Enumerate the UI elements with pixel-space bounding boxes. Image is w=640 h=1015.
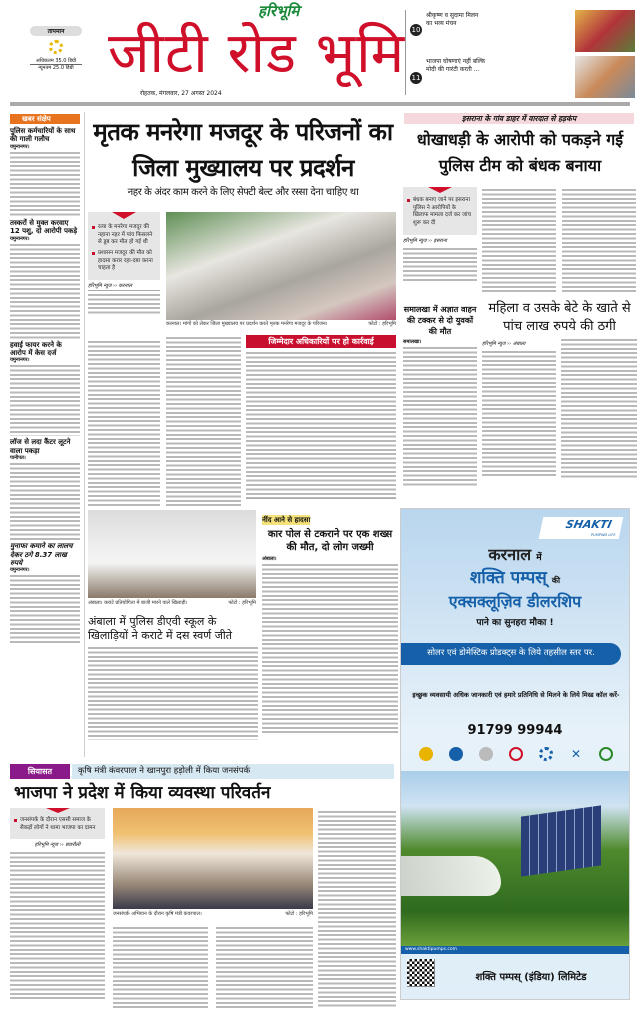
fraud-headline: महिला व उसके बेटे के खाते से पांच लाख रुपये की ठगी [488,301,631,334]
accident-dateline: अंबाला। [262,556,398,563]
photo-credit: फोटो : हरिभूमि [285,911,313,917]
fraud-story [482,300,637,478]
ad-contact: इच्छुक व्यवसायी अधिक जानकारी एवं हमारे प्रतिनिधि से मिलने के लिये मिस्ड कॉल करें- [412,691,620,699]
brief-body [10,243,80,339]
teaser-photo [575,56,635,98]
qr-code-icon [407,959,435,987]
politics-highlight [10,808,105,839]
power-icon [599,747,613,761]
ad-band: सोलर एवं डोमेस्टिक प्रोडक्ट्स के लिये तहसील स्तर पर. [401,643,621,665]
hostage-body [562,188,636,294]
brief-dateline: पानीपत। [10,455,80,462]
page-number: 10 [411,26,421,34]
karate-body [88,646,258,740]
karate-caption: अंबाला। कराटे प्रतियोगिता में बाजी मारने वाले खिलाड़ी। [88,600,188,606]
lead-headline: मृतक मनरेगा मजदूर के परिजनों का जिला मुख्यालय पर प्रदर्शन [93,118,393,182]
temp-max: अधिकतम 35.0 डिग्री [30,58,82,65]
hostage-headline: धोखाधड़ी के आरोपी को पकड़ने गई पुलिस टीम को बंधक बनाया [416,130,624,175]
politics-byline: हरिभूमि न्यूज ›› छछरौली [34,842,81,849]
hostage-body [482,188,556,294]
samalkha-body [403,346,477,486]
brief-dateline: यमुनानगर। [10,357,80,364]
water-flow [401,856,501,896]
highlight-bullet: बंधक बनाए जाने पर इसराना पुलिस ने आरोपियों के खिलाफ मामला दर्ज कर जांच शुरू कर दी [407,197,473,228]
ad-brand-logo [539,517,624,539]
brief-body [10,151,80,217]
photo-credit: फोटो : हरिभूमि [368,321,396,327]
shakti-pumps-ad[interactable] [400,508,630,1000]
masthead-divider [405,10,406,95]
ad-phone[interactable]: 91799 99944 [467,723,563,738]
chevron-down-icon [46,808,70,813]
lead-left-column [88,212,160,315]
highlight-bullet: रत्या के मनरेगा मजदूर की नहाना नहर में पांव फिसलने से डूब कर मौत हो गई थी [92,224,156,247]
chevron-down-icon [112,212,136,219]
ad-photo [401,771,630,946]
brand-name: SHAKTI [564,518,614,531]
lead-caption-row [166,321,396,328]
brief-headline: लॉज से लदा कैंटर लूटने वाला पकड़ा [10,438,71,455]
briefs-label: खबर संक्षेप [10,114,80,124]
brief-headline: पुलिस कर्मचारियों के साथ की गाली गलौच [10,127,76,144]
lead-subhead: नहर के अंदर काम करने के लिए सेफ्टी बेल्ट और रस्सा देना चाहिए था [127,187,359,198]
ad-feature-icons [411,747,621,761]
politics-body [10,851,105,1001]
politics-body [318,810,396,1008]
highlight-bullet: प्रशासन मजदूर की मौत को हादसा करार रहा-दबा करना चाहता है [92,250,156,273]
politics-headline: भाजपा ने प्रदेश में किया व्यवस्था परिवर्तन [14,783,271,803]
karate-story [88,615,258,740]
politics-left-column [10,808,105,1001]
brand-tag: PUMPING LIFE [590,533,616,537]
gear-icon [539,747,553,761]
lead-highlights [88,212,160,280]
ad-footer-band [401,946,629,954]
highlight-bullet: जनसंपर्क के दौरान एससी समाज के सैकड़ों लोगों ने थामा भाजपा का दामन [14,817,101,832]
accident-headline: कार पोल से टकराने पर एक शख्स की मौत, दो लोग जख्मी [267,529,393,553]
brief-dateline: यमुनानगर। [10,144,80,151]
samalkha-story [403,304,477,486]
ad-text: में [536,553,542,563]
brief-body [10,364,80,436]
samalkha-headline: समालखा में अज्ञात वाहन की टक्कर से दो युवकों की मौत [403,305,477,336]
lead-photo [166,212,396,320]
politics-caption-row [113,911,313,918]
ad-brand-hi: शक्ति पम्पस् [469,568,547,588]
politics-kicker: कृषि मंत्री कंवरपाल ने खानपुरा हड़ोली में किया जनसंपर्क [72,764,394,779]
teaser-1[interactable] [410,10,635,52]
accident-kicker: नींद आने से हादसा [262,516,311,524]
lead-caption: करनाल। मांगों को लेकर जिला मुख्यालय पर प्रदर्शन करते मृतक मनरेगा मजदूर के परिजन। [166,321,328,327]
lead-body [88,293,160,315]
brief-body [10,462,80,540]
ad-city: करनाल [488,545,532,564]
teaser-photo [575,10,635,52]
weather-label: तापमान [30,26,82,36]
photo-credit: फोटो : हरिभूमि [228,600,256,606]
brand-logo: हरिभूमि [258,2,300,20]
tools-icon: ✕ [570,747,582,761]
politics-body [216,926,313,1008]
karate-photo [88,510,256,598]
lead-body [88,340,160,508]
brief-dateline: यमुनानगर। [10,236,80,243]
ad-text: की [551,576,561,585]
lead-box-title: जिम्मेदार अधिकारियों पर हो कार्रवाई [246,335,396,348]
brief-headline: हवाई फायर करने के आरोप में केस दर्ज [10,340,62,357]
solar-panels [521,805,601,876]
teaser-2[interactable] [410,56,635,98]
politics-body [113,926,208,1008]
lead-byline: हरिभूमि न्यूज ›› करनाल [88,282,160,291]
teaser-text: भाजपा घोषणाएं नहीं बल्कि मोदी की गारंटी करती ... [426,58,486,73]
sun-icon [49,40,63,54]
karate-headline: अंबाला में पुलिस डीएवी स्कूल के खिलाड़ियों ने कराटे में दस स्वर्ण जीते [88,615,233,642]
teaser-text: श्रीकृष्ण व सुदामा मिलन का भव्य मंचन [426,12,479,27]
politics-photo [113,808,313,909]
samalkha-dateline: समालखा। [403,339,477,346]
newspaper-title: जीटी रोड भूमि [108,21,406,86]
accident-body [262,563,398,733]
lead-box-body [246,351,396,499]
disc-icon [479,747,493,761]
column-divider [84,112,85,757]
hostage-byline: हरिभूमि न्यूज ›› इसराना [403,237,447,244]
temp-min: न्यूनतम 25.0 डिग्री [38,65,74,71]
hostage-kicker: इसराना के गांव डाहर में वारदात से हड़कंप [404,113,634,124]
hostage-left-column [403,187,477,283]
lead-header [88,114,398,200]
efficiency-icon [419,747,433,761]
lead-body [166,336,241,508]
masthead-rule [10,102,630,106]
briefs-column [10,127,80,644]
dateline: रोहतक, मंगलवार, 27 अगस्त 2024 [140,90,222,97]
brief-dateline: यमुनानगर। [10,567,80,574]
brief-headline: मुनाफा कमाने का लालच देकर ठगे 8.37 लाख रुपये [10,542,73,567]
brief-headline: तस्करों से मुक्त करवाए 12 पशु, दो आरोपी पकड़े [10,218,78,236]
section-label: सियासत [10,764,70,779]
fraud-byline: हरिभूमि न्यूज ›› अंबाला [482,341,526,347]
hostage-body [403,247,477,283]
no-electricity-icon [509,747,523,761]
chevron-down-icon [428,187,452,193]
fraud-body [561,338,637,478]
fraud-body [482,350,556,478]
brief-body [10,574,80,644]
page-number: 11 [411,74,421,82]
person-icon [449,747,463,761]
weather-widget [30,26,82,71]
ad-website[interactable]: www.shaktipumps.com [405,947,457,952]
politics-caption: जनसंपर्क अभियान के दौरान कृषि मंत्री कंवरपाल। [113,911,202,917]
ad-opportunity: पाने का सुनहरा मौका ! [476,618,554,628]
hostage-highlight [403,187,477,235]
karate-caption-row [88,600,256,607]
ad-company: शक्ति पम्पस् (इंडिया) लिमिटेड [475,972,587,983]
ad-dealership: एक्सक्लूज़िव डीलरशिप [448,592,582,611]
accident-story [262,507,398,733]
